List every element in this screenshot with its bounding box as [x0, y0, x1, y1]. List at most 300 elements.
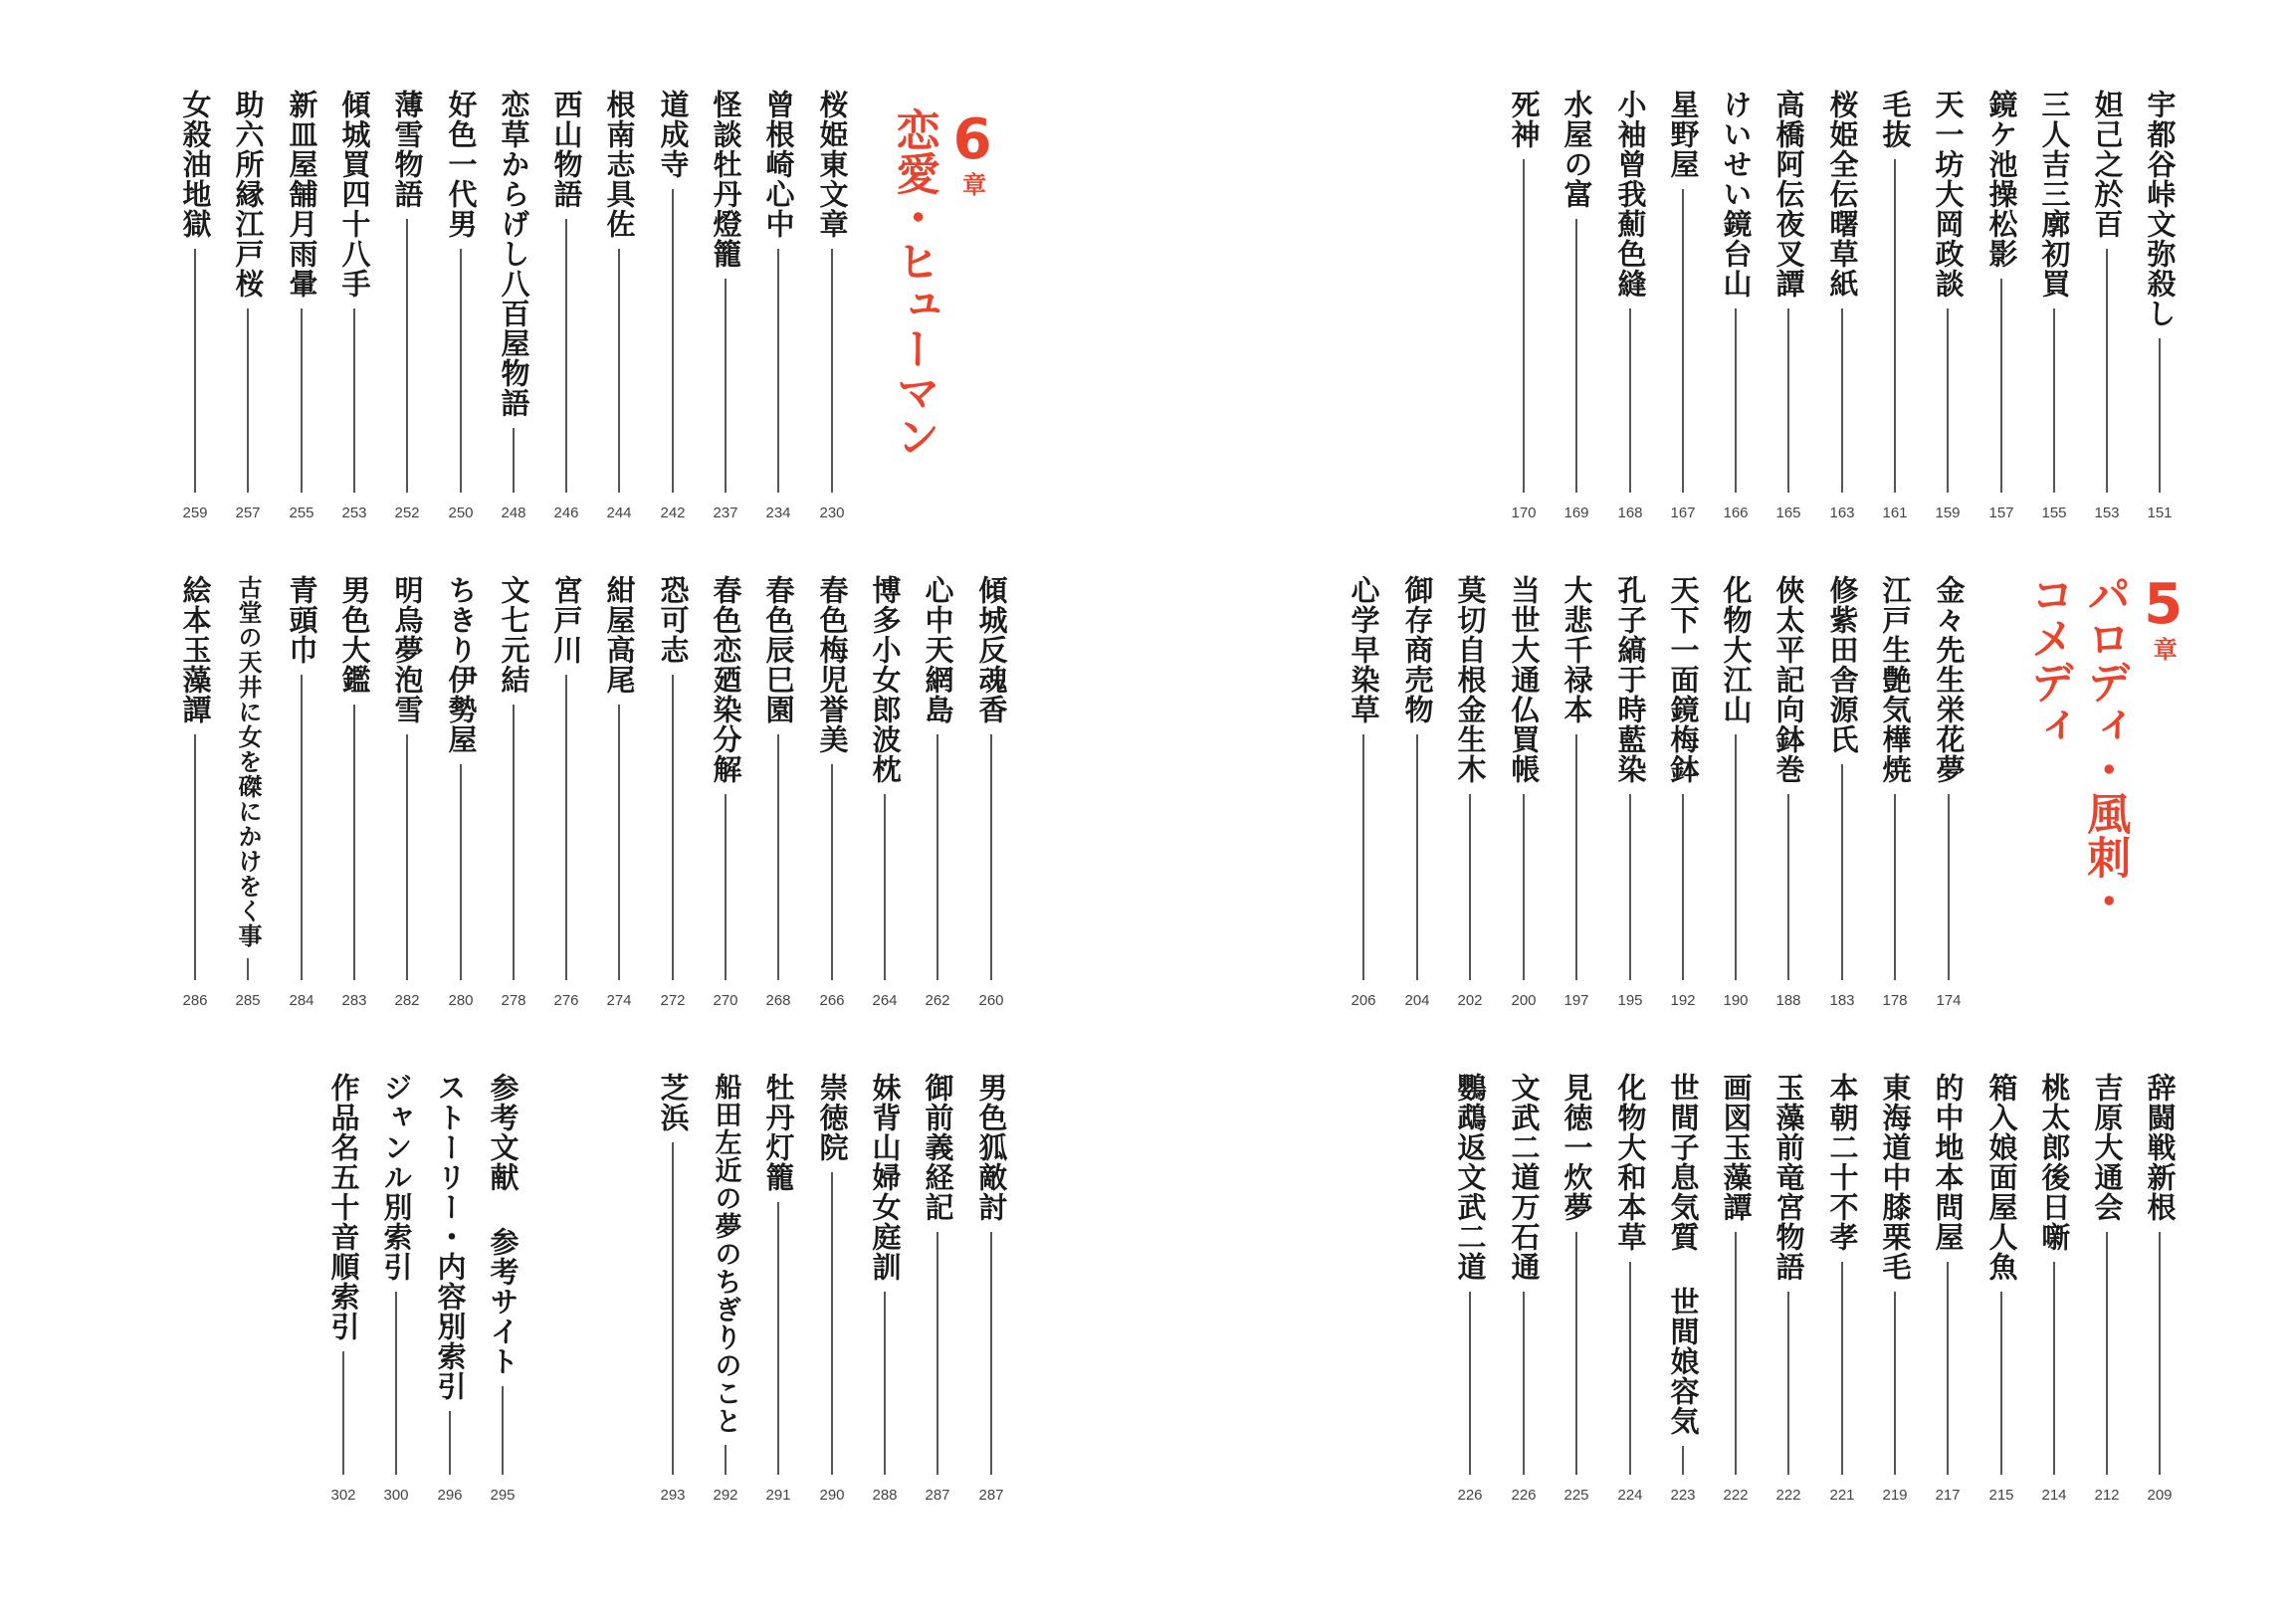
toc-entry[interactable]: [167, 575, 223, 1010]
toc-entry[interactable]: [1814, 90, 1870, 522]
toc-entry-page-number: 151: [2147, 505, 2173, 521]
toc-entry-title: 男色大鑑: [337, 575, 372, 695]
toc-entry[interactable]: [1655, 90, 1711, 522]
toc-entry-page-number: 224: [1617, 1487, 1643, 1504]
toc-entry-page-number: 257: [235, 505, 261, 521]
toc-entry-page-number: 183: [1829, 992, 1855, 1009]
leader-line: [1575, 219, 1577, 493]
chapter-6-number: 6章: [939, 107, 1005, 196]
toc-entry-title: 桜姫東文章: [815, 90, 850, 239]
toc-entry-page-number: 248: [501, 505, 526, 521]
leader-line: [353, 705, 355, 980]
toc-entry[interactable]: [2079, 1073, 2135, 1505]
toc-entry[interactable]: [1442, 1073, 1498, 1505]
toc-entry-title: 天下一面鏡梅鉢: [1666, 575, 1701, 784]
leader-line: [565, 675, 567, 980]
toc-entry[interactable]: [1496, 90, 1552, 522]
toc-entry[interactable]: [1920, 90, 1976, 522]
leader-line: [2106, 1232, 2108, 1475]
toc-entry[interactable]: [1602, 575, 1658, 1010]
toc-entry-title: 参考文献 参考サイト: [486, 1073, 520, 1376]
toc-entry[interactable]: [1708, 575, 1764, 1010]
toc-entry[interactable]: [1867, 575, 1923, 1010]
toc-entry-page-number: 266: [819, 992, 845, 1009]
toc-entry-title: 春色恋廼染分解: [709, 575, 743, 784]
toc-entry-title: 妹背山婦女庭訓: [868, 1073, 903, 1282]
toc-entry-title: 心中天網島: [921, 575, 955, 724]
toc-entry[interactable]: [804, 1073, 860, 1505]
toc-entry-title: 作品名五十音順索引: [326, 1073, 361, 1341]
toc-entry-page-number: 255: [289, 505, 314, 521]
toc-entry-page-number: 225: [1563, 1487, 1589, 1504]
leader-line: [2053, 308, 2055, 493]
leader-line: [1841, 764, 1843, 980]
toc-entry-page-number: 167: [1670, 505, 1696, 521]
leader-line: [936, 1232, 938, 1475]
toc-entry-page-number: 226: [1457, 1487, 1483, 1504]
chapter-6-title: 恋愛・ヒューマン: [888, 107, 939, 458]
toc-entry-page-number: 192: [1670, 992, 1696, 1009]
toc-entry-page-number: 250: [448, 505, 474, 521]
toc-entry[interactable]: [1974, 90, 2029, 522]
toc-entry-title: 化物大和本草: [1613, 1073, 1648, 1252]
leader-line: [1787, 794, 1789, 980]
leader-line: [831, 249, 833, 493]
leader-line: [1787, 308, 1789, 493]
toc-entry-title: けいせい鏡台山: [1719, 90, 1754, 299]
toc-entry[interactable]: [910, 575, 965, 1010]
toc-entry-title: 春色辰巳園: [761, 575, 796, 724]
leader-line: [194, 734, 196, 980]
leader-line: [1682, 189, 1684, 493]
leader-line: [1575, 734, 1577, 980]
leader-line: [672, 189, 674, 493]
leader-line: [460, 249, 462, 493]
toc-entry-page-number: 259: [182, 505, 208, 521]
leader-line: [777, 734, 779, 980]
toc-entry[interactable]: [1389, 575, 1445, 1010]
toc-entry-page-number: 166: [1723, 505, 1749, 521]
leader-line: [1523, 159, 1525, 493]
toc-entry-title: 明烏夢泡雪: [390, 575, 425, 724]
toc-entry[interactable]: [315, 1073, 371, 1505]
toc-entry-page-number: 230: [819, 505, 845, 521]
toc-entry-title: 金々先生栄花夢: [1932, 575, 1967, 784]
leader-line: [1523, 1292, 1525, 1475]
toc-entry-title: 小袖曾我薊色縫: [1613, 90, 1648, 299]
toc-entry[interactable]: [963, 1073, 1019, 1505]
toc-entry-page-number: 286: [182, 992, 208, 1009]
leader-line: [301, 675, 303, 980]
toc-entry[interactable]: [1602, 1073, 1658, 1505]
chapter-6-heading: [888, 107, 1005, 458]
leader-line: [406, 219, 408, 493]
toc-entry[interactable]: [1761, 575, 1816, 1010]
leader-line: [618, 705, 620, 980]
leader-line: [725, 279, 727, 493]
leader-line: [1629, 308, 1631, 493]
toc-entry[interactable]: [379, 575, 435, 1010]
toc-entry[interactable]: [1920, 1073, 1976, 1505]
toc-entry-title: 薄雪物語: [390, 90, 425, 209]
toc-entry-page-number: 242: [660, 505, 686, 521]
leader-line: [1841, 1262, 1843, 1475]
toc-entry-page-number: 209: [2147, 1487, 2173, 1504]
toc-entry-title: 恐可志: [656, 575, 691, 665]
toc-entry-title: 世間子息気質 世間娘容気: [1666, 1073, 1701, 1436]
toc-entry-page-number: 234: [765, 505, 791, 521]
toc-entry-title: 死神: [1507, 90, 1542, 149]
toc-entry-title: 見徳一炊夢: [1560, 1073, 1594, 1222]
toc-entry-title: 本朝二十不孝: [1825, 1073, 1860, 1252]
toc-entry-title: 莫切自根金生木: [1453, 575, 1488, 784]
toc-entry[interactable]: [274, 575, 329, 1010]
toc-entry-page-number: 217: [1935, 1487, 1961, 1504]
leader-line: [1629, 794, 1631, 980]
leader-line: [2159, 338, 2161, 493]
toc-entry-page-number: 268: [765, 992, 791, 1009]
toc-entry[interactable]: [1974, 1073, 2029, 1505]
toc-entry-title: 三人吉三廓初買: [2037, 90, 2072, 299]
leader-line: [884, 1292, 886, 1475]
toc-entry[interactable]: [379, 90, 435, 522]
toc-entry[interactable]: [2132, 1073, 2187, 1505]
toc-entry-page-number: 174: [1936, 992, 1962, 1009]
toc-entry-page-number: 222: [1775, 1487, 1801, 1504]
toc-entry[interactable]: [422, 1073, 478, 1505]
leader-line: [1894, 1292, 1896, 1475]
toc-entry[interactable]: [486, 575, 541, 1010]
toc-entry-title: 道成寺: [656, 90, 691, 179]
toc-entry-page-number: 290: [819, 1487, 845, 1504]
toc-entry-title: 男色狐敵討: [974, 1073, 1009, 1222]
toc-entry-title: 新皿屋舗月雨暈: [285, 90, 319, 299]
toc-entry[interactable]: [368, 1073, 424, 1505]
toc-entry[interactable]: [645, 1073, 701, 1505]
toc-entry[interactable]: [1867, 1073, 1923, 1505]
toc-entry-title: 桜姫全伝曙草紙: [1825, 90, 1860, 299]
toc-entry[interactable]: [645, 90, 701, 522]
toc-entry[interactable]: [750, 575, 806, 1010]
toc-entry[interactable]: [1336, 575, 1391, 1010]
toc-entry-page-number: 244: [606, 505, 632, 521]
leader-line: [1948, 794, 1950, 980]
toc-entry[interactable]: [750, 1073, 806, 1505]
toc-entry-page-number: 293: [660, 1487, 686, 1504]
leader-line: [1682, 794, 1684, 980]
toc-entry-page-number: 291: [765, 1487, 791, 1504]
leader-line: [2106, 249, 2108, 493]
toc-entry-page-number: 287: [978, 1487, 1004, 1504]
toc-entry-page-number: 219: [1882, 1487, 1908, 1504]
toc-entry[interactable]: [1761, 90, 1816, 522]
toc-entry-page-number: 288: [872, 1487, 898, 1504]
toc-entry-title: 大悲千禄本: [1560, 575, 1594, 724]
toc-entry-page-number: 226: [1511, 1487, 1537, 1504]
toc-entry-title: 絵本玉藻譚: [178, 575, 213, 724]
leader-line: [1362, 734, 1364, 980]
toc-entry-page-number: 178: [1882, 992, 1908, 1009]
toc-entry-page-number: 202: [1457, 992, 1483, 1009]
toc-entry[interactable]: [857, 1073, 913, 1505]
leader-line: [194, 249, 196, 493]
leader-line: [406, 734, 408, 980]
toc-entry-page-number: 214: [2041, 1487, 2067, 1504]
toc-entry-page-number: 223: [1670, 1487, 1696, 1504]
toc-entry[interactable]: [433, 575, 489, 1010]
toc-entry[interactable]: [433, 90, 489, 522]
toc-entry-page-number: 283: [341, 992, 367, 1009]
leader-line: [513, 705, 515, 980]
toc-entry-page-number: 296: [437, 1487, 463, 1504]
toc-entry-title: 文七元結: [497, 575, 531, 695]
leader-line: [1735, 308, 1737, 493]
leader-line: [1735, 1232, 1737, 1475]
chapter-5-number: 5章: [2131, 572, 2196, 661]
leader-line: [1841, 308, 1843, 493]
leader-line: [725, 1445, 727, 1475]
leader-line: [1894, 159, 1896, 493]
leader-line: [2053, 1262, 2055, 1475]
toc-entry-title: 辞闘戦新根: [2143, 1073, 2178, 1222]
toc-entry-title: 青頭巾: [285, 575, 319, 665]
toc-entry[interactable]: [698, 575, 753, 1010]
leader-line: [449, 1411, 451, 1475]
toc-entry-title: 助六所縁江戸桜: [231, 90, 266, 299]
toc-entry[interactable]: [698, 1073, 753, 1505]
toc-entry[interactable]: [1655, 1073, 1711, 1505]
toc-entry[interactable]: [645, 575, 701, 1010]
leader-line: [342, 1351, 344, 1475]
toc-entry[interactable]: [326, 90, 382, 522]
toc-entry-page-number: 285: [235, 992, 261, 1009]
toc-entry[interactable]: [1655, 575, 1711, 1010]
toc-entry-page-number: 260: [978, 992, 1004, 1009]
toc-entry[interactable]: [274, 90, 329, 522]
toc-entry-title: 的中地本問屋: [1931, 1073, 1966, 1252]
leader-line: [301, 308, 303, 493]
leader-line: [353, 308, 355, 493]
toc-entry[interactable]: [804, 575, 860, 1010]
toc-entry-title: 船田左近の夢のちぎりのこと: [710, 1073, 741, 1435]
toc-entry-title: 怪談牡丹燈籠: [709, 90, 743, 269]
toc-entry[interactable]: [591, 90, 647, 522]
toc-entry[interactable]: [475, 1073, 530, 1505]
toc-entry-page-number: 157: [1988, 505, 2014, 521]
toc-entry[interactable]: [1602, 90, 1658, 522]
leader-line: [1894, 794, 1896, 980]
toc-entry-page-number: 287: [925, 1487, 950, 1504]
leader-line: [1523, 794, 1525, 980]
toc-entry[interactable]: [486, 90, 541, 522]
toc-entry-title: 崇徳院: [815, 1073, 850, 1162]
toc-entry-page-number: 237: [713, 505, 738, 521]
toc-entry[interactable]: [538, 90, 594, 522]
toc-entry-title: 東海道中膝栗毛: [1878, 1073, 1913, 1282]
toc-entry-page-number: 206: [1351, 992, 1376, 1009]
leader-line: [1682, 1446, 1684, 1475]
toc-entry-title: 妲己之於百: [2090, 90, 2125, 239]
toc-entry-title: 心学早染草: [1347, 575, 1381, 724]
toc-entry[interactable]: [750, 90, 806, 522]
leader-line: [460, 764, 462, 980]
toc-entry-page-number: 153: [2094, 505, 2120, 521]
toc-entry[interactable]: [1496, 575, 1552, 1010]
toc-entry-page-number: 264: [872, 992, 898, 1009]
toc-entry-page-number: 282: [394, 992, 420, 1009]
toc-entry-page-number: 190: [1723, 992, 1749, 1009]
toc-entry[interactable]: [220, 575, 276, 1010]
toc-entry-page-number: 300: [383, 1487, 409, 1504]
toc-entry[interactable]: [2079, 90, 2135, 522]
leader-line: [1947, 308, 1949, 493]
toc-entry-page-number: 292: [713, 1487, 738, 1504]
toc-entry-title: 画図玉藻譚: [1719, 1073, 1754, 1222]
toc-entry-title: 御存商売物: [1400, 575, 1435, 724]
toc-entry-title: 恋草からげし八百屋物語: [497, 90, 531, 418]
toc-entry[interactable]: [538, 575, 594, 1010]
toc-entry[interactable]: [1549, 90, 1604, 522]
leader-line: [1416, 734, 1418, 980]
toc-entry-title: 化物大江山: [1719, 575, 1754, 724]
leader-line: [1469, 794, 1471, 980]
toc-entry[interactable]: [2026, 1073, 2082, 1505]
leader-line: [247, 308, 249, 493]
toc-entry-title: 傾城買四十八手: [337, 90, 372, 299]
toc-entry-title: 博多小女郎波枕: [868, 575, 903, 784]
toc-entry-page-number: 278: [501, 992, 526, 1009]
toc-entry-page-number: 270: [713, 992, 738, 1009]
toc-entry-title: ちきり伊勢屋: [444, 575, 479, 754]
leader-line: [777, 249, 779, 493]
toc-entry[interactable]: [1761, 1073, 1816, 1505]
toc-entry-title: ジャンル別索引: [379, 1073, 414, 1282]
toc-entry-page-number: 262: [925, 992, 950, 1009]
leader-line: [725, 794, 727, 980]
toc-entry-title: 古堂の天井に女を磔にかけをく事: [234, 575, 262, 948]
toc-entry[interactable]: [326, 575, 382, 1010]
leader-line: [1947, 1262, 1949, 1475]
toc-entry-title: 高橋阿伝夜叉譚: [1771, 90, 1806, 299]
leader-line: [1469, 1292, 1471, 1475]
toc-entry[interactable]: [167, 90, 223, 522]
chapter-5-title-line1: パロディ・風刺・: [2079, 572, 2131, 922]
toc-entry-title: 鏡ケ池操松影: [1984, 90, 2019, 269]
toc-entry[interactable]: [804, 90, 860, 522]
toc-entry-page-number: 197: [1563, 992, 1589, 1009]
toc-entry-page-number: 252: [394, 505, 420, 521]
leader-line: [247, 958, 249, 980]
toc-entry[interactable]: [1708, 90, 1764, 522]
toc-entry-title: 玉藻前竜宮物語: [1771, 1073, 1806, 1282]
toc-entry-page-number: 212: [2094, 1487, 2120, 1504]
toc-entry[interactable]: [1496, 1073, 1552, 1505]
toc-entry-title: 修紫田舎源氏: [1825, 575, 1860, 754]
toc-entry-title: 傾城反魂香: [974, 575, 1009, 724]
leader-line: [884, 794, 886, 980]
toc-entry[interactable]: [1814, 1073, 1870, 1505]
toc-entry-title: 女殺油地獄: [178, 90, 213, 239]
toc-entry[interactable]: [1867, 90, 1923, 522]
toc-entry-page-number: 284: [289, 992, 314, 1009]
toc-entry[interactable]: [857, 575, 913, 1010]
toc-entry[interactable]: [591, 575, 647, 1010]
toc-entry-title: 桃太郎後日噺: [2037, 1073, 2072, 1252]
toc-entry-page-number: 295: [490, 1487, 516, 1504]
leader-line: [2000, 1292, 2002, 1475]
toc-entry[interactable]: [1814, 575, 1870, 1010]
chapter-5-heading: [2022, 572, 2196, 922]
leader-line: [502, 1386, 504, 1475]
toc-entry-page-number: 168: [1617, 505, 1643, 521]
leader-line: [1575, 1232, 1577, 1475]
toc-entry-page-number: 188: [1775, 992, 1801, 1009]
toc-entry-page-number: 276: [553, 992, 579, 1009]
toc-entry-title: 当世大通仏買帳: [1507, 575, 1542, 784]
toc-entry-page-number: 165: [1775, 505, 1801, 521]
toc-entry-page-number: 246: [553, 505, 579, 521]
toc-entry-page-number: 221: [1829, 1487, 1855, 1504]
toc-entry[interactable]: [1708, 1073, 1764, 1505]
toc-entry-page-number: 302: [330, 1487, 356, 1504]
toc-entry-page-number: 195: [1617, 992, 1643, 1009]
toc-entry-title: 江戸生艶気樺焼: [1878, 575, 1913, 784]
toc-entry[interactable]: [1549, 1073, 1604, 1505]
leader-line: [990, 734, 992, 980]
toc-entry-title: 宇都谷峠文弥殺し: [2143, 90, 2178, 328]
toc-entry[interactable]: [1921, 575, 1977, 1010]
toc-entry[interactable]: [963, 575, 1019, 1010]
toc-entry-page-number: 274: [606, 992, 632, 1009]
toc-entry[interactable]: [698, 90, 753, 522]
toc-entry-title: 牡丹灯籠: [761, 1073, 796, 1192]
toc-entry-title: 御前義経記: [921, 1073, 955, 1222]
toc-entry-title: 吉原大通会: [2090, 1073, 2125, 1222]
toc-entry-page-number: 272: [660, 992, 686, 1009]
toc-entry-title: 俠太平記向鉢巻: [1771, 575, 1806, 784]
toc-entry-title: 春色梅児誉美: [815, 575, 850, 754]
toc-entry-page-number: 200: [1511, 992, 1537, 1009]
toc-entry-title: 水屋の富: [1560, 90, 1594, 209]
toc-entry[interactable]: [220, 90, 276, 522]
toc-entry[interactable]: [910, 1073, 965, 1505]
leader-line: [395, 1292, 397, 1475]
chapter-5-title-line2: コメディ: [2022, 572, 2074, 747]
toc-entry-page-number: 253: [341, 505, 367, 521]
toc-entry-title: 孔子縞于時藍染: [1613, 575, 1648, 784]
toc-entry[interactable]: [1442, 575, 1498, 1010]
toc-entry-page-number: 169: [1563, 505, 1589, 521]
leader-line: [936, 734, 938, 980]
leader-line: [831, 764, 833, 980]
toc-entry-title: 好色一代男: [444, 90, 479, 239]
leader-line: [672, 675, 674, 980]
toc-entry[interactable]: [1549, 575, 1604, 1010]
leader-line: [777, 1202, 779, 1475]
toc-entry[interactable]: [2132, 90, 2187, 522]
toc-entry-page-number: 170: [1511, 505, 1537, 521]
leader-line: [2000, 279, 2002, 493]
leader-line: [672, 1142, 674, 1475]
toc-entry-title: 曾根崎心中: [761, 90, 796, 239]
toc-entry-title: 星野屋: [1666, 90, 1701, 179]
toc-entry[interactable]: [2026, 90, 2082, 522]
leader-line: [1735, 734, 1737, 980]
toc-entry-title: 芝浜: [656, 1073, 691, 1132]
toc-entry-page-number: 161: [1882, 505, 1908, 521]
toc-entry-page-number: 204: [1404, 992, 1430, 1009]
toc-entry-title: 根南志具佐: [602, 90, 637, 239]
